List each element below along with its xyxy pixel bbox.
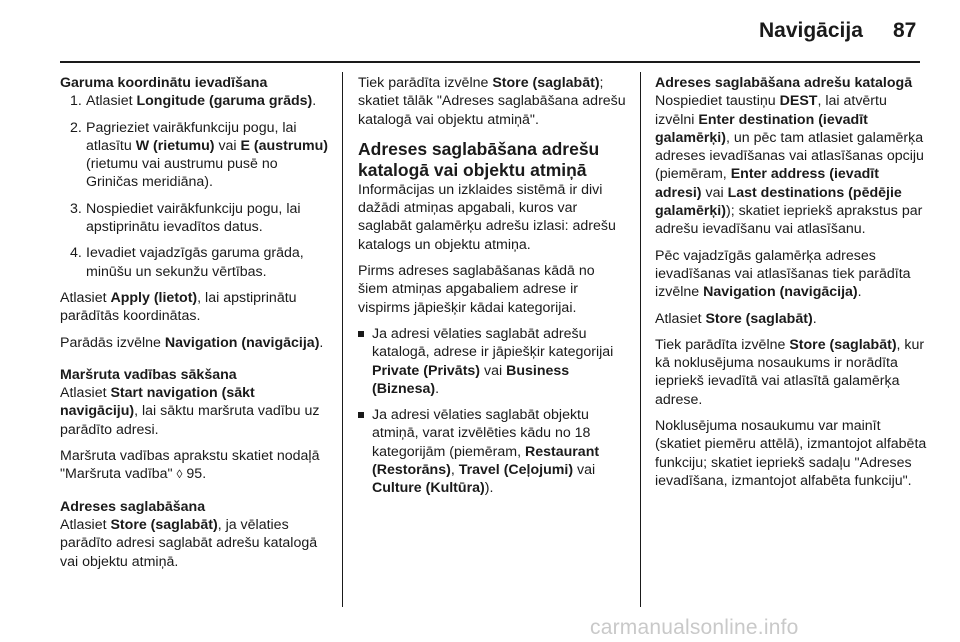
header-divider: [60, 61, 920, 63]
menu-term: DEST: [779, 93, 818, 110]
column-1: [60, 74, 332, 579]
page-reference: 95.: [182, 466, 207, 483]
step-text: vai: [214, 137, 241, 154]
section-title-save-address: Adreses saglabāšana: [60, 498, 206, 515]
page-number: 87: [893, 19, 917, 42]
text: Ja adresi vēlaties saglabāt adrešu katalogā, adrese ir jāpiešķir kategorijai: [372, 325, 614, 361]
menu-term: Store (saglabāt): [705, 310, 813, 327]
text: Maršruta vadības aprakstu skatiet nodaļā "Maršruta vadība": [60, 448, 320, 483]
text: , ja vēlaties parādīto adresi saglabāt adrešu katalogā vai objektu atmiņā.: [60, 516, 318, 570]
bullet-item: [358, 406, 626, 497]
column-2: [358, 74, 626, 506]
text: Atlasiet: [60, 516, 111, 533]
paragraph: Noklusējuma nosaukumu var mainīt (skatiet piemēru attēlā), izmantojot alfabēta funkciju; skatiet iepriekš sadaļu "Adreses ievadīšana, izmantojot alfabēta funkciju".: [655, 418, 927, 489]
text: ).: [484, 480, 494, 497]
paragraph: [655, 336, 927, 409]
text: vai: [573, 462, 596, 479]
text: Ja adresi vēlaties saglabāt objektu atmiņā, varat izvēlēties kādu no 18 kategorijām (piemēram,: [372, 407, 591, 460]
bullet-square-icon: [358, 331, 364, 337]
menu-term: Restaurant (Restorāns): [372, 443, 600, 479]
step-number: 3.: [70, 200, 82, 217]
paragraph: [60, 334, 332, 352]
page-header: [0, 0, 960, 62]
text: vai: [701, 184, 728, 201]
step-item: [60, 119, 332, 192]
paragraph: [60, 289, 332, 326]
menu-term: Enter address (ievadīt adresi): [655, 166, 879, 201]
text: Atlasiet: [655, 310, 706, 327]
text: ,: [450, 462, 459, 479]
menu-term: Enter destination (ievadīt galamērķi): [655, 111, 868, 146]
text: .: [319, 334, 324, 351]
text: ); skatiet iepriekš aprakstus par adrešu ievadīšanu vai atlasīšanu.: [655, 203, 923, 238]
paragraph: [655, 92, 927, 238]
menu-term: Navigation (navigācija): [164, 334, 320, 351]
menu-term: Longitude (garuma grāds): [136, 93, 313, 110]
paragraph: Pirms adreses saglabāšanas kādā no šiem atmiņas apgabaliem adrese ir vispirms jāpiešķir kādai kategorijai.: [358, 263, 595, 316]
menu-term: Business (Biznesa): [372, 362, 570, 397]
bullet-list: [358, 325, 626, 498]
text: Atlasiet: [60, 385, 111, 402]
steps-list: [60, 92, 332, 281]
paragraph: [655, 310, 927, 328]
text: , un pēc tam atlasiet galamērķa adreses ievadīšanas vai atlasīšanas opciju (piemēram,: [655, 129, 924, 183]
text: , kur kā noklusējuma nosaukums ir norādīta iepriekš ievadītā vai atlasītā galamērķa adrese.: [655, 336, 925, 408]
menu-term: Apply (lietot): [110, 289, 198, 306]
menu-term: Start navigation (sākt navigāciju): [60, 385, 255, 420]
step-number: 2.: [70, 119, 82, 136]
step-text: (rietumu vai austrumu pusē no Griničas meridiāna).: [86, 156, 278, 191]
menu-term: Store (saglabāt): [492, 75, 600, 91]
section-heading: Adreses saglabāšana adrešu katalogā vai objektu atmiņā: [358, 138, 600, 180]
step-item: [60, 244, 332, 281]
menu-term: Store (saglabāt): [110, 516, 218, 533]
menu-term: W (rietumu): [135, 137, 215, 154]
text: Tiek parādīta izvēlne: [655, 336, 790, 353]
text: Atlasiet: [60, 289, 111, 306]
page-reference-icon: ◊: [176, 467, 183, 482]
menu-term: Private (Privāts): [372, 362, 481, 379]
text: Tiek parādīta izvēlne: [358, 75, 493, 91]
text: ; skatiet tālāk "Adreses saglabāšana adrešu katalogā vai objektu atmiņā".: [358, 75, 626, 128]
text: vai: [480, 362, 507, 379]
text: , lai atvērtu izvēlni: [655, 93, 887, 128]
menu-term: E (austrumu): [240, 137, 329, 154]
step-text: Nospiediet vairākfunkciju pogu, lai apstiprinātu ievadītos datus.: [86, 200, 301, 236]
text: Parādās izvēlne: [60, 334, 165, 351]
section-title-route-guidance: Maršruta vadības sākšana: [60, 366, 237, 383]
column-divider-2: [640, 72, 641, 607]
text: Nospiediet taustiņu: [655, 93, 780, 110]
paragraph: [60, 516, 332, 571]
page-title: Navigācija: [759, 19, 863, 42]
bullet-square-icon: [358, 412, 364, 418]
text: Pēc vajadzīgās galamērķa adreses ievadīšanas vai atlasīšanas tiek parādīta izvēlne: [655, 247, 911, 301]
step-text: Atlasiet: [86, 93, 137, 110]
paragraph: Informācijas un izklaides sistēmā ir divi dažādi atmiņas apgabali, kuros var saglabāt galamērķu adrešu izlasi: adrešu katalogs un objektu atmiņa.: [358, 181, 616, 253]
section-title-address-book: Adreses saglabāšana adrešu katalogā: [655, 75, 913, 91]
step-number: 4.: [70, 245, 82, 262]
step-item: [60, 92, 332, 110]
watermark: carmanualsonline.info: [590, 616, 799, 639]
column-3: [655, 74, 927, 498]
section-title-longitude: Garuma koordinātu ievadīšana: [60, 75, 268, 91]
paragraph: [60, 384, 332, 439]
text: .: [435, 380, 440, 397]
step-number: 1.: [70, 93, 82, 110]
step-text: Pagrieziet vairākfunkciju pogu, lai atlasītu: [86, 119, 297, 154]
paragraph: [655, 247, 927, 302]
paragraph: [60, 447, 332, 484]
text: , lai apstiprinātu parādītās koordinātas.: [60, 289, 297, 325]
text: .: [812, 310, 817, 327]
menu-term: Navigation (navigācija): [703, 284, 858, 301]
step-item: [60, 200, 332, 237]
bullet-item: [358, 325, 626, 398]
menu-term: Travel (Ceļojumi): [458, 462, 574, 479]
text: .: [857, 284, 862, 301]
paragraph: [358, 74, 626, 129]
text: , lai sāktu maršruta vadību uz parādīto adresi.: [60, 403, 320, 438]
menu-term: Store (saglabāt): [789, 336, 897, 353]
step-text: Ievadiet vajadzīgās garuma grāda, minūšu un sekunžu vērtības.: [86, 245, 304, 280]
menu-term: Culture (Kultūra): [372, 480, 485, 497]
column-divider-1: [342, 72, 343, 607]
menu-term: Last destinations (pēdējie galamērķi): [655, 184, 902, 220]
step-text: .: [312, 93, 317, 110]
